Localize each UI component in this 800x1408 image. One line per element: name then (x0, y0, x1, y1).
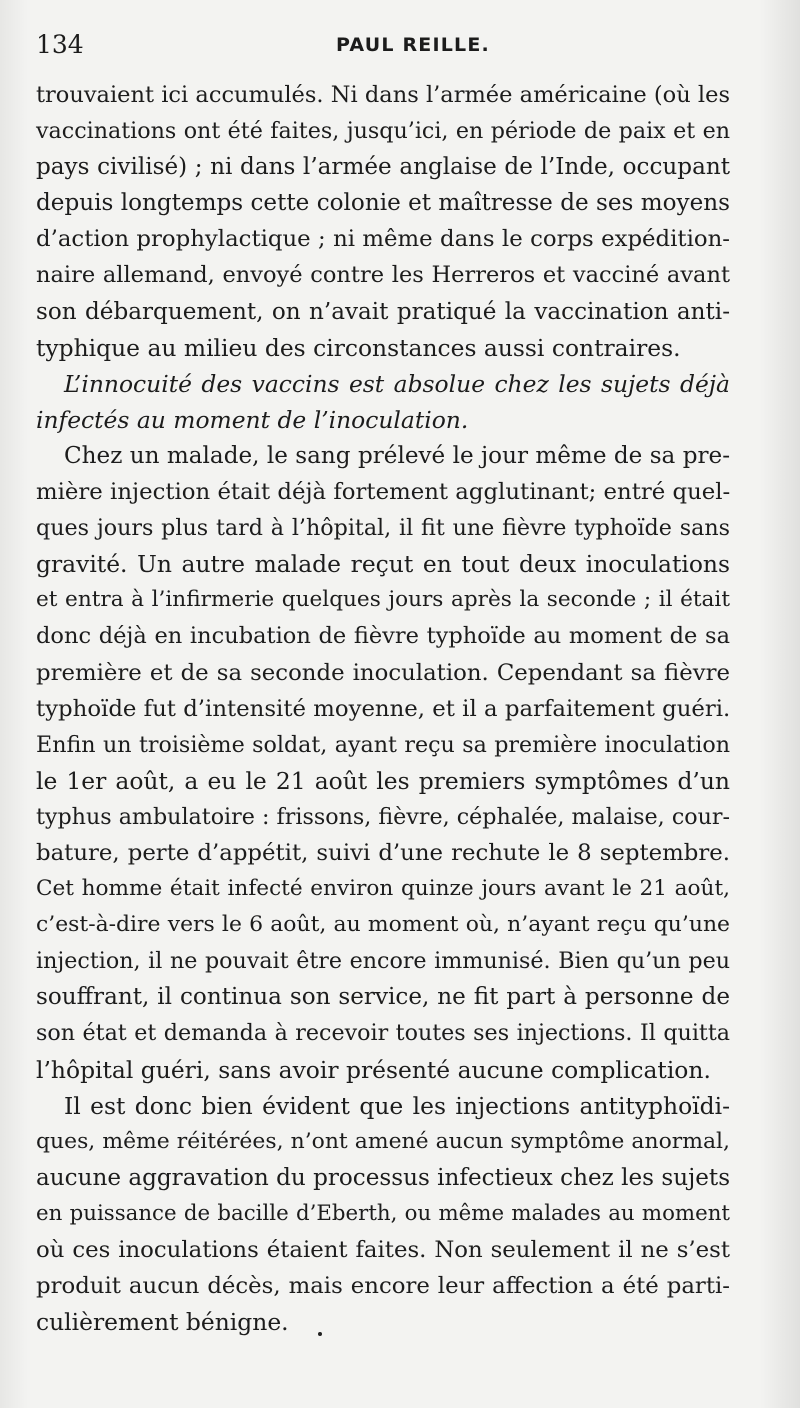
text-line: l’hôpital guéri, sans avoir présenté aucune complication. (36, 1055, 711, 1084)
text-line: culièrement bénigne. (36, 1308, 289, 1337)
text-line: produit aucun décès, mais encore leur affection a été parti- (36, 1273, 730, 1300)
text-line: aucune aggravation du processus infectieux chez les sujets (36, 1164, 731, 1191)
page-header (36, 30, 736, 62)
page-number: 134 (36, 30, 84, 59)
text-line: bature, perte d’appétit, suivi d’une rechute le 8 septembre. (36, 839, 730, 866)
text-line: mière injection était déjà fortement agglutinant; entré quel- (36, 479, 731, 506)
text-line: gravité. Un autre malade reçut en tout deux inoculations (36, 550, 730, 579)
text-line: où ces inoculations étaient faites. Non seulement il ne s’est (36, 1237, 730, 1263)
text-line: souffrant, il continua son service, ne fit part à personne de (36, 984, 730, 1011)
text-line: donc déjà en incubation de fièvre typhoïde au moment de sa (36, 623, 730, 650)
italic-statement: infectés au moment de l’inoculation. (36, 405, 469, 434)
text-line: ques jours plus tard à l’hôpital, il fit une fièvre typhoïde sans (36, 515, 730, 542)
text-line: Il est donc bien évident que les injections antityphoïdi- (64, 1091, 730, 1120)
text-line: depuis longtemps cette colonie et maîtresse de ses moyens (36, 190, 730, 217)
text-line: Cet homme était infecté environ quinze jours avant le 21 août, (36, 876, 730, 902)
text-line: injection, il ne pouvait être encore immunisé. Bien qu’un peu (36, 948, 730, 975)
text-line: Chez un malade, le sang prélevé le jour même de sa pre- (64, 442, 730, 469)
text-line: typhus ambulatoire : frissons, fièvre, céphalée, malaise, cour- (36, 803, 730, 830)
text-line: trouvaient ici accumulés. Ni dans l’armée américaine (où les (36, 82, 730, 108)
text-line: d’action prophylactique ; ni même dans le corps expédition- (36, 226, 730, 253)
text-line: et entra à l’infirmerie quelques jours après la seconde ; il était (36, 587, 730, 613)
text-line: c’est-à-dire vers le 6 août, au moment où, n’ayant reçu qu’une (36, 912, 730, 938)
text-line: vaccinations ont été faites, jusqu’ici, en période de paix et en (36, 118, 730, 145)
text-line: première et de sa seconde inoculation. Cependant sa fièvre (36, 659, 730, 686)
text-line: son état et demanda à recevoir toutes ses injections. Il quitta (36, 1020, 730, 1047)
text-line: ques, même réitérées, n’ont amené aucun symptôme anormal, (36, 1128, 730, 1154)
running-head: PAUL REILLE. (336, 34, 490, 56)
text-line: typhoïde fut d’intensité moyenne, et il a parfaitement guéri. (36, 695, 731, 722)
text-line: Enfin un troisième soldat, ayant reçu sa première inoculation (36, 731, 730, 758)
text-line: en puissance de bacille d’Eberth, ou même malades au moment (36, 1200, 730, 1226)
text-line: naire allemand, envoyé contre les Herreros et vacciné avant (36, 262, 730, 289)
ink-speck (318, 1332, 322, 1336)
body-text (36, 77, 730, 1340)
italic-statement: L’innocuité des vaccins est absolue chez les sujets déjà (64, 369, 730, 398)
text-line: pays civilisé) ; ni dans l’armée anglaise de l’Inde, occupant (36, 154, 730, 181)
text-line: typhique au milieu des circonstances aussi contraires. (36, 333, 681, 362)
text-line: le 1er août, a eu le 21 août les premiers symptômes d’un (36, 766, 730, 795)
text-line: son débarquement, on n’avait pratiqué la vaccination anti- (36, 298, 730, 325)
